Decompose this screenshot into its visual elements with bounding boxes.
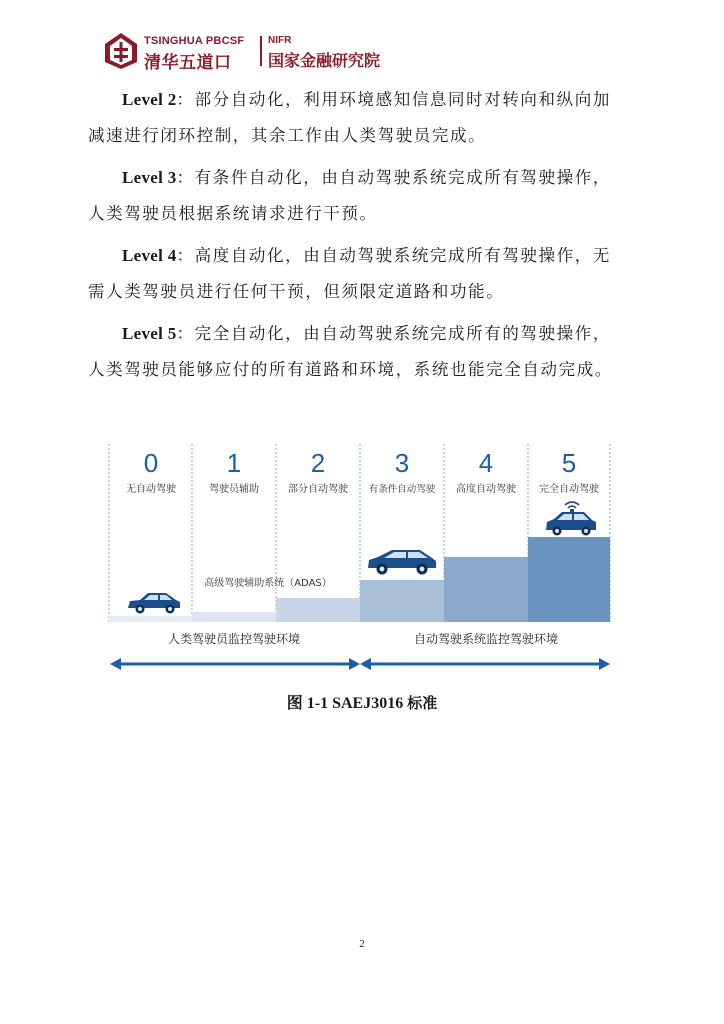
- paragraph-text: 减速进行闭环控制，其余工作由人类驾驶员完成。: [88, 126, 487, 145]
- adas-label: 高级驾驶辅助系统（ADAS）: [204, 578, 332, 589]
- paragraph-level-4: [88, 238, 648, 310]
- car-icon: [128, 593, 180, 614]
- level-label: 驾驶员辅助: [209, 484, 259, 495]
- nifr-english-text: NIFR: [268, 35, 292, 46]
- logo-english-text: TSINGHUA PBCSF: [144, 35, 245, 47]
- level-number: 2: [310, 448, 326, 478]
- system-monitor-arrow: [360, 658, 610, 670]
- paragraph-text: ：部分自动化，利用环境感知信息同时对转向和纵向加: [176, 90, 611, 109]
- level-number: 4: [478, 448, 494, 478]
- level-number: 5: [561, 448, 577, 478]
- paragraph-text: ：高度自动化，由自动驾驶系统完成所有驾驶操作，无: [176, 246, 611, 265]
- level-label: Level 4: [122, 246, 177, 265]
- paragraph-text: 人类驾驶员根据系统请求进行干预。: [88, 204, 378, 223]
- level-number: 1: [226, 448, 242, 478]
- level-label: Level 3: [122, 168, 177, 187]
- step-level-5: [528, 537, 610, 622]
- level-label: 有条件自动驾驶: [368, 484, 436, 495]
- paragraph-text: 需人类驾驶员进行任何干预，但须限定道路和功能。: [88, 282, 505, 301]
- header-logo: [104, 32, 404, 72]
- paragraph-level-5: [88, 316, 648, 388]
- nifr-chinese-text: 国家金融研究院: [268, 51, 381, 70]
- paragraph-text: ：有条件自动化，由自动驾驶系统完成所有驾驶操作，: [176, 168, 611, 187]
- level-label: 完全自动驾驶: [539, 484, 599, 495]
- human-monitor-label: 人类驾驶员监控驾驶环境: [167, 632, 301, 646]
- paragraph-text: 人类驾驶员能够应付的所有道路和环境，系统也能完全自动完成。: [88, 360, 613, 379]
- level-label: 高度自动驾驶: [456, 484, 516, 495]
- human-monitor-arrow: [110, 658, 360, 670]
- level-label: 无自动驾驶: [126, 484, 176, 495]
- paragraph-text: ：完全自动化，由自动驾驶系统完成所有的驾驶操作，: [176, 324, 611, 343]
- logo-chinese-text: 清华五道口: [144, 53, 232, 73]
- level-number: 0: [143, 448, 159, 478]
- step-level-3: [360, 580, 444, 622]
- autonomous-car-icon: [546, 502, 596, 536]
- caption-prefix: 图 1-1 SAEJ3016: [286, 695, 408, 712]
- paragraph-level-2: [88, 82, 648, 154]
- level-label: Level 5: [122, 324, 177, 343]
- car-icon: [368, 550, 436, 575]
- level-number: 3: [394, 448, 410, 478]
- sae-levels-diagram: [108, 440, 616, 680]
- paragraph-level-3: [88, 160, 648, 232]
- page-number: 2: [359, 938, 365, 950]
- tsinghua-logo-icon: [104, 32, 138, 70]
- caption-suffix: 标准: [407, 694, 438, 712]
- level-label: Level 2: [122, 90, 177, 109]
- step-level-0: [109, 616, 192, 622]
- step-level-4: [444, 557, 528, 622]
- level-label: 部分自动驾驶: [288, 484, 348, 495]
- step-level-2: [276, 598, 360, 622]
- system-monitor-label: 自动驾驶系统监控驾驶环境: [413, 632, 559, 646]
- figure-caption: [0, 690, 724, 713]
- logo-divider: [260, 36, 262, 66]
- step-level-1: [192, 612, 276, 622]
